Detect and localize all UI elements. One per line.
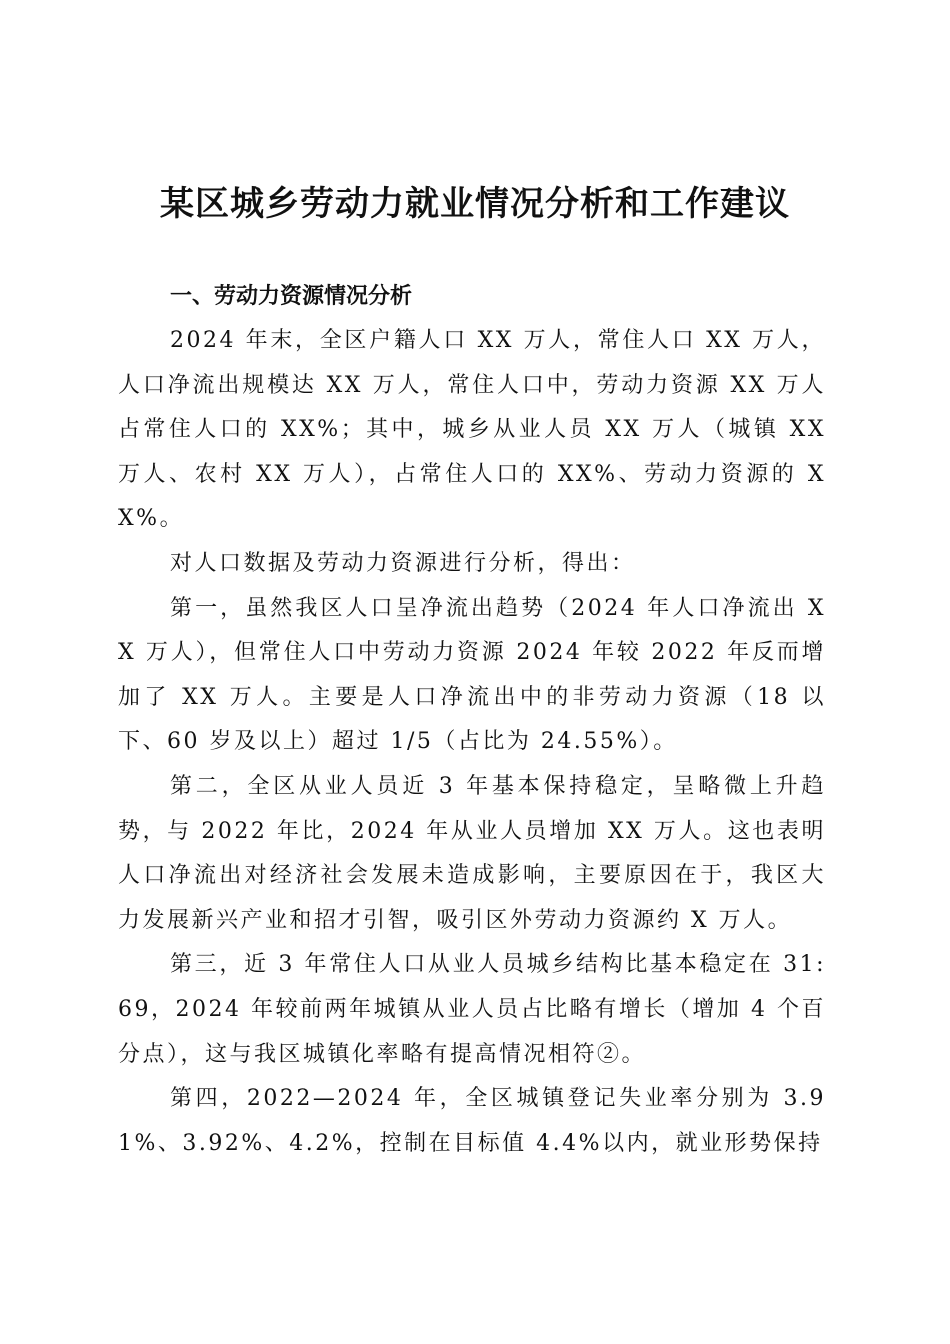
paragraph-analysis-intro: 对人口数据及劳动力资源进行分析，得出： — [170, 550, 636, 576]
paragraph-point-three: 第三，近 3 年常住人口从业人员城乡结构比基本稳定在 31:69，2024 年较前两年城镇从业人员占比略有增长（增加 4 个百分点），这与我区城镇化率略有提高情况相符②。 — [118, 952, 826, 1067]
paragraph-point-one: 第一，虽然我区人口呈净流出趋势（2024 年人口净流出 XX 万人），但常住人口中劳动力资源 2024 年较 2022 年反而增加了 XX 万人。主要是人口净流出中的非劳动力资源（18 以下、60 岁及以上）超过 1/5（占比为 24.55%）。 — [118, 595, 826, 755]
paragraph-point-four: 第四，2022—2024 年，全区城镇登记失业率分别为 3.91%、3.92%、4.2%，控制在目标值 4.4%以内，就业形势保持 — [118, 1086, 826, 1156]
paragraph-point-two: 第二，全区从业人员近 3 年基本保持稳定，呈略微上升趋势，与 2022 年比，2024 年从业人员增加 XX 万人。这也表明人口净流出对经济社会发展未造成影响，主要原因在于，我区大力发展新兴产业和招才引智，吸引区外劳动力资源约 X 万人。 — [118, 773, 826, 933]
document-body — [118, 275, 826, 1166]
section-heading: 一、劳动力资源情况分析 — [170, 284, 413, 309]
paragraph-population-overview: 2024 年末，全区户籍人口 XX 万人，常住人口 XX 万人，人口净流出规模达 XX 万人，常住人口中，劳动力资源 XX 万人占常住人口的 XX%；其中，城乡从业人员 XX 万人（城镇 XX 万人、农村 XX 万人），占常住人口的 XX%、劳动力资源的 XX%。 — [118, 328, 826, 532]
document-title: 某区城乡劳动力就业情况分析和工作建议 — [160, 184, 790, 224]
